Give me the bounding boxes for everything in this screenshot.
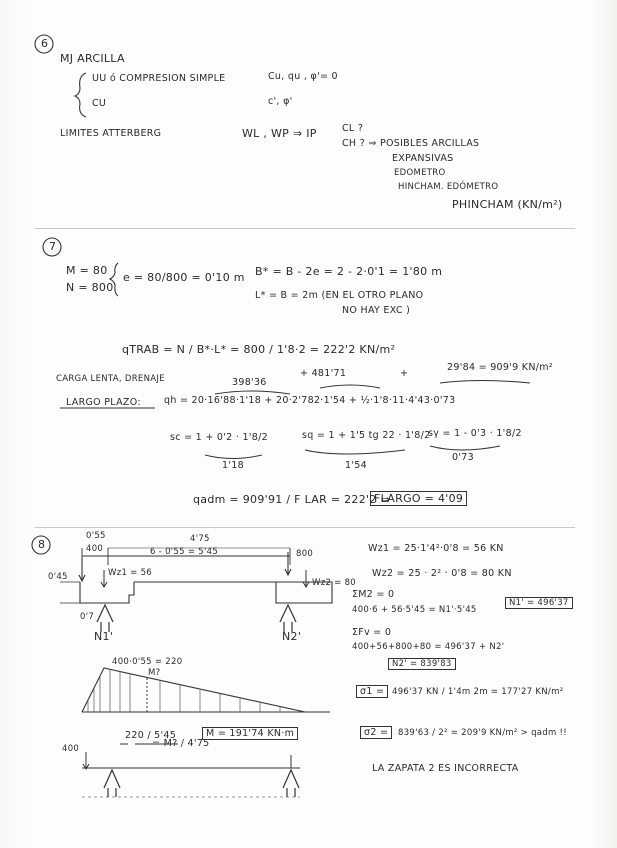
sq-value: 1'54 <box>345 460 367 471</box>
l-star-eq: L* = B = 2m (EN EL OTRO PLANO <box>255 290 424 301</box>
sigma1-eq: 496'37 KN / 1'4m 2m = 177'27 KN/m² <box>392 687 564 697</box>
presion-hinchamiento: PHINCHAM (KN/m²) <box>452 198 563 211</box>
section-number-7: 7 <box>49 240 57 253</box>
eq-moment: 400·6 + 56·5'45 = N1'·5'45 <box>352 605 477 615</box>
ratio-left: 220 / 5'45 <box>125 730 177 741</box>
q-trab-eq: qTRAB = N / B*·L* = 800 / 1'8·2 = 222'2 KN/m² <box>122 343 396 356</box>
n2-result: N2' = 839'83 <box>388 658 456 670</box>
ch-note: CH ? ⇒ POSIBLES ARCILLAS <box>342 138 480 149</box>
cu-test: CU <box>92 98 107 109</box>
hinchamiento-edometro: HINCHAM. EDÓMETRO <box>398 182 499 192</box>
dim-045: 0'45 <box>48 572 68 582</box>
moment-max: 400·0'55 = 220 <box>112 657 183 667</box>
axial-value: N = 800 <box>66 281 114 294</box>
load-400-bottom: 400 <box>62 744 80 754</box>
dim-475: 4'75 <box>190 534 210 544</box>
term-total: 29'84 = 909'9 KN/m² <box>447 362 553 373</box>
term-3: + <box>400 368 409 379</box>
reaction-n2: N2' <box>282 630 302 643</box>
sq-eq: sq = 1 + 1'5 tg 22 · 1'8/2 <box>302 430 431 441</box>
n1-result: N1' = 496'37 <box>505 597 573 609</box>
qh-eq: qh = 20·16'88·1'18 + 20·2'782·1'54 + ½·1'8·11·4'43·0'73 <box>164 395 456 406</box>
term-1: 398'36 <box>232 377 267 388</box>
cl-note: CL ? <box>342 123 364 134</box>
brace-icon <box>75 73 86 117</box>
expansivas: EXPANSIVAS <box>392 153 454 164</box>
dim-545: 6 - 0'55 = 5'45 <box>150 547 219 557</box>
conclusion: LA ZAPATA 2 ES INCORRECTA <box>372 763 519 774</box>
eq-wz1: Wz1 = 25·1'4²·0'8 = 56 KN <box>368 543 504 554</box>
moment-unknown: M? <box>148 668 161 678</box>
ratio-right: = M? / 4'75 <box>152 738 210 749</box>
dim-07: 0'7 <box>80 612 95 622</box>
heading-mj-arcilla: MJ ARCILLA <box>60 52 125 65</box>
limites-params: WL , WP ⇒ IP <box>242 127 317 140</box>
uu-params: Cu, qu , φ'= 0 <box>268 71 338 82</box>
q-adm-eq: qadm = 909'91 / F LAR = 222'2 ⇒ <box>193 493 390 506</box>
carga-lenta: CARGA LENTA, DRENAJE <box>56 374 165 384</box>
eq-forces: 400+56+800+80 = 496'37 + N2' <box>352 642 505 652</box>
cu-params: c', φ' <box>268 96 293 107</box>
load-400: 400 <box>86 544 104 554</box>
uu-test: UU ó COMPRESION SIMPLE <box>92 73 226 84</box>
reaction-n1: N1' <box>94 630 114 643</box>
sg-eq: sγ = 1 - 0'3 · 1'8/2 <box>428 428 522 439</box>
section-number-6: 6 <box>41 37 49 50</box>
eq-wz2: Wz2 = 25 · 2² · 0'8 = 80 KN <box>372 568 512 579</box>
term-2: + 481'71 <box>300 368 347 379</box>
f-largo-result: FLARGO = 4'09 <box>370 491 467 506</box>
moment-result: M = 191'74 KN·m <box>202 727 298 740</box>
sigma2-eq: 839'63 / 2² = 209'9 KN/m² > qadm !! <box>398 728 567 738</box>
dim-055: 0'55 <box>86 531 106 541</box>
largo-plazo: LARGO PLAZO: <box>66 397 141 408</box>
sc-eq: sc = 1 + 0'2 · 1'8/2 <box>170 432 268 443</box>
sigma1-label: σ1 = <box>356 685 388 698</box>
eq-sum-m: ΣM2 = 0 <box>352 589 395 600</box>
l-star-note: NO HAY EXC ) <box>342 305 411 316</box>
b-star-eq: B* = B - 2e = 2 - 2·0'1 = 1'80 m <box>255 265 443 278</box>
moment-value: M = 80 <box>66 264 108 277</box>
eccentricity-eq: e = 80/800 = 0'10 m <box>123 271 245 284</box>
weight-2: Wz2 = 80 <box>312 578 357 588</box>
sigma2-label: σ2 = <box>360 726 392 739</box>
eq-sum-f: ΣFv = 0 <box>352 627 392 638</box>
weight-1: Wz1 = 56 <box>108 568 153 578</box>
load-800: 800 <box>296 549 314 559</box>
edometro: EDOMETRO <box>394 168 446 178</box>
sc-value: 1'18 <box>222 460 244 471</box>
sg-value: 0'73 <box>452 452 474 463</box>
limites-atterberg: LIMITES ATTERBERG <box>60 128 162 139</box>
section-number-8: 8 <box>38 538 46 551</box>
